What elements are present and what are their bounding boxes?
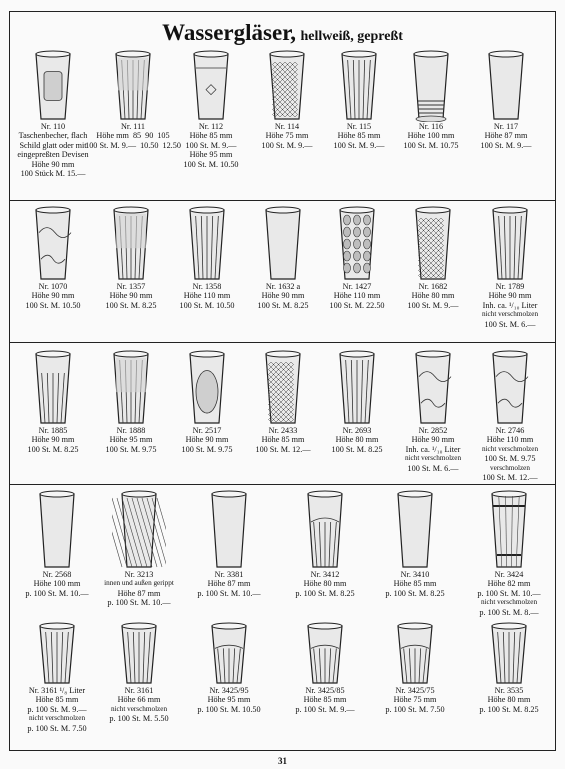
item-detail: nicht verschmolzen (481, 444, 539, 453)
item-number: Nr. 116 (418, 122, 444, 131)
item-caption (14, 282, 92, 310)
glass-illustration (186, 622, 272, 686)
glass-illustration (186, 490, 272, 570)
item-detail: 100 St. M. 22.50 (329, 300, 385, 310)
item-detail: p. 100 St. M. 8.— (479, 607, 539, 617)
item-caption (14, 686, 100, 733)
glass-item (466, 622, 552, 714)
item-caption (372, 570, 458, 598)
item-caption (186, 686, 272, 714)
row-divider (10, 484, 555, 485)
glass-illustration (244, 206, 322, 282)
glass-item (186, 490, 272, 598)
glass-illustration (248, 50, 326, 122)
item-number: Nr. 2693 (342, 426, 372, 435)
item-detail: Höhe 87 mm (207, 579, 251, 589)
glass-item (282, 622, 368, 714)
item-detail: p. 100 St. M. 8.25 (295, 588, 355, 598)
item-detail: p. 100 St. M. 7.50 (385, 704, 445, 714)
height-value: 105 (157, 131, 170, 141)
glass-item (372, 622, 458, 714)
item-detail: 100 St. M. 9.— (480, 140, 532, 150)
item-detail: Höhe 95 mm (207, 695, 251, 705)
price-value: 12.50 (162, 140, 181, 150)
item-detail: p. 100 St. M. 10.— (197, 588, 261, 598)
item-detail: Höhe 110 mm (333, 291, 381, 301)
item-caption (244, 426, 322, 454)
item-detail: Höhe 80 mm (487, 695, 531, 705)
item-caption (172, 122, 250, 169)
glass-item (282, 490, 368, 598)
glass-item (466, 490, 552, 617)
page-number: 31 (278, 756, 287, 766)
item-number: Nr. 3213 (124, 570, 154, 579)
item-caption (96, 570, 182, 608)
item-number: Nr. 1682 (418, 282, 448, 291)
glass-illustration (470, 206, 550, 282)
item-caption (186, 570, 272, 598)
glass-item (244, 206, 322, 310)
glass-illustration (92, 206, 170, 282)
item-number: Nr. 2852 (418, 426, 448, 435)
item-detail: Höhe 80 mm (411, 291, 455, 301)
item-caption (282, 570, 368, 598)
glass-illustration (282, 490, 368, 570)
item-detail: nicht verschmolzen (28, 714, 86, 723)
item-number: Nr. 1632 a (265, 282, 301, 291)
item-caption (394, 426, 472, 473)
glass-illustration (392, 50, 470, 122)
item-detail: 100 St. M. 8.25 (105, 300, 157, 310)
item-detail: Höhe 85 mm (261, 435, 305, 445)
glass-item (470, 350, 550, 482)
item-caption (392, 122, 470, 150)
glass-illustration (168, 206, 246, 282)
item-detail: Höhe 90 mm (109, 291, 153, 301)
glass-item (96, 490, 182, 608)
glass-illustration (168, 350, 246, 426)
page-title (0, 20, 565, 46)
glass-illustration (14, 622, 100, 686)
glass-illustration (372, 490, 458, 570)
item-caption (168, 426, 246, 454)
glass-item (320, 50, 398, 150)
price-row (85, 140, 181, 150)
item-detail: p. 100 St. M. 8.25 (385, 588, 445, 598)
item-detail: 100 St. M. 9.— (185, 140, 237, 150)
glass-item (394, 206, 472, 310)
item-detail: Höhe 100 mm (407, 131, 455, 141)
height-row (94, 131, 172, 140)
item-detail: Höhe 90 mm (261, 291, 305, 301)
glass-item (318, 350, 396, 454)
item-number: Nr. 112 (198, 122, 224, 131)
glass-illustration (394, 206, 472, 282)
title-subtitle: hellweiß, gepreßt (300, 29, 403, 44)
glass-item (168, 206, 246, 310)
item-detail: Höhe 80 mm (335, 435, 379, 445)
item-detail: nicht verschmolzen (481, 310, 539, 319)
item-number: Nr. 1885 (38, 426, 68, 435)
item-caption (85, 122, 181, 150)
item-number: Nr. 3424 (494, 570, 524, 579)
item-detail: Höhe 75 mm (265, 131, 309, 141)
item-detail: p. 100 St. M. 10.— (477, 588, 541, 598)
item-detail: Höhe 100 mm (33, 579, 81, 589)
item-detail: Höhe 90 mm (31, 435, 75, 445)
item-caption (466, 570, 552, 617)
item-detail: 100 St. M. 9.75 (484, 454, 536, 464)
item-number: Nr. 3425/75 (395, 686, 435, 695)
item-caption (470, 426, 550, 482)
item-caption (14, 122, 92, 178)
item-number: Nr. 1789 (495, 282, 525, 291)
height-value: 85 (132, 131, 142, 141)
item-number: Nr. 1070 (38, 282, 68, 291)
item-caption (466, 122, 546, 150)
item-number: Nr. 2517 (192, 426, 222, 435)
glass-item (172, 50, 250, 169)
item-detail: Inh. ca. ¹/₁₀ Liter (405, 444, 461, 454)
item-caption (14, 426, 92, 454)
glass-item (318, 206, 396, 310)
glass-illustration (466, 490, 552, 570)
item-number: Nr. 1888 (116, 426, 146, 435)
item-detail: p. 100 St. M. 10.— (107, 598, 171, 608)
item-caption (14, 570, 100, 598)
glass-item (470, 206, 550, 329)
glass-illustration (466, 622, 552, 686)
glass-illustration (318, 350, 396, 426)
item-number: Nr. 1358 (192, 282, 222, 291)
item-number: Nr. 110 (40, 122, 66, 131)
item-caption (96, 686, 182, 724)
item-caption (92, 426, 170, 454)
item-detail: p. 100 St. M. 7.50 (27, 723, 87, 733)
glass-item (96, 622, 182, 724)
item-caption (372, 686, 458, 714)
glass-item (168, 350, 246, 454)
item-detail: innen und außen gerippt (104, 579, 174, 588)
price-value: 100 St. M. 9.— (85, 140, 137, 150)
item-detail: 100 St. M. 10.75 (403, 140, 459, 150)
glass-item (14, 206, 92, 310)
item-detail: 100 St. M. 8.25 (257, 300, 309, 310)
glass-illustration (172, 50, 250, 122)
glass-illustration (96, 490, 182, 570)
glass-item (466, 50, 546, 150)
item-detail: Höhe 85 mm (35, 695, 79, 705)
item-detail: 100 St. M. 6.— (484, 319, 536, 329)
item-detail: nicht verschmolzen (110, 704, 168, 713)
glass-illustration (94, 50, 172, 122)
item-detail: 100 St. M. 9.— (261, 140, 313, 150)
glass-item (14, 350, 92, 454)
row-divider (10, 200, 555, 201)
item-detail: 100 St. M. 6.— (407, 463, 459, 473)
item-number: Nr. 117 (493, 122, 519, 131)
item-detail: Höhe 110 mm (183, 291, 231, 301)
glass-item (248, 50, 326, 150)
glass-item (14, 622, 100, 733)
item-detail: Höhe 95 mm (109, 435, 153, 445)
item-caption (466, 686, 552, 714)
item-detail: Höhe 85 mm (303, 695, 347, 705)
item-detail: Höhe 85 mm (393, 579, 437, 589)
glass-illustration (466, 50, 546, 122)
height-value: 90 (145, 131, 154, 141)
item-number: Nr. 3412 (310, 570, 340, 579)
item-detail: Taschenbecher, flach (18, 131, 88, 141)
item-detail: Schild glatt oder mit (19, 140, 87, 150)
glass-item (14, 50, 92, 178)
item-number: Nr. 3410 (400, 570, 430, 579)
item-number: Nr. 3425/85 (305, 686, 345, 695)
glass-illustration (394, 350, 472, 426)
glass-item (14, 490, 100, 598)
item-detail: Höhe 90 mm (488, 291, 532, 301)
glass-illustration (282, 622, 368, 686)
item-number: Nr. 3381 (214, 570, 244, 579)
item-number: Nr. 3161 (124, 686, 154, 695)
item-detail: 100 St. M. 12.— (255, 444, 311, 454)
item-detail: p. 100 St. M. 9.— (295, 704, 355, 714)
item-number: Nr. 111 (121, 122, 145, 131)
item-detail: Höhe 75 mm (393, 695, 437, 705)
glass-illustration (470, 350, 550, 426)
item-detail: Höhe 90 mm (31, 291, 75, 301)
item-number: Nr. 2746 (495, 426, 525, 435)
item-detail: 100 St. M. 10.50 (25, 300, 81, 310)
price-value: 10.50 (140, 140, 159, 150)
item-detail: Höhe 110 mm (486, 435, 534, 445)
item-detail: Höhe 85 mm (189, 131, 233, 141)
item-detail: Höhe 95 mm (189, 150, 233, 160)
item-detail: 100 St. M. 9.75 (105, 444, 157, 454)
item-detail: Höhe 87 mm (117, 588, 161, 598)
item-caption (318, 282, 396, 310)
item-number: Nr. 1357 (116, 282, 146, 291)
item-detail: nicht verschmolzen (480, 598, 538, 607)
item-detail: Höhe 66 mm (117, 695, 161, 705)
item-detail: eingepreßten Devisen (17, 150, 89, 160)
item-detail: p. 100 St. M. 8.25 (479, 704, 539, 714)
glass-item (85, 50, 181, 150)
item-detail: 100 St. M. 12.— (482, 473, 538, 483)
item-number: Nr. 3425/95 (209, 686, 249, 695)
item-caption (92, 282, 170, 310)
item-number: Nr. 1427 (342, 282, 372, 291)
item-detail: p. 100 St. M. 10.— (25, 588, 89, 598)
item-number: Nr. 3535 (494, 686, 524, 695)
item-number: Nr. 2433 (268, 426, 298, 435)
item-detail: 100 St. M. 8.25 (331, 444, 383, 454)
item-detail: 100 St. M. 9.— (407, 300, 459, 310)
item-detail: nicht verschmolzen (404, 454, 462, 463)
item-detail: p. 100 St. M. 9.— (27, 704, 87, 714)
glass-illustration (372, 622, 458, 686)
glass-item (92, 350, 170, 454)
item-detail: 100 St. M. 8.25 (27, 444, 79, 454)
row-divider (10, 342, 555, 343)
glass-illustration (96, 622, 182, 686)
item-caption (244, 282, 322, 310)
glass-item (372, 490, 458, 598)
item-caption (282, 686, 368, 714)
glass-item (392, 50, 470, 150)
item-number: Nr. 115 (346, 122, 372, 131)
glass-illustration (318, 206, 396, 282)
item-detail: Höhe 90 mm (31, 159, 75, 169)
item-caption (318, 426, 396, 454)
item-detail: Höhe 90 mm (185, 435, 229, 445)
item-detail: 100 Stück M. 15.— (20, 169, 86, 179)
glass-illustration (14, 206, 92, 282)
item-caption (168, 282, 246, 310)
title-main: Wassergläser, (162, 20, 297, 45)
glass-illustration (92, 350, 170, 426)
item-number: Nr. 114 (274, 122, 300, 131)
item-detail: p. 100 St. M. 5.50 (109, 714, 169, 724)
item-caption (470, 282, 550, 329)
item-caption (394, 282, 472, 310)
glass-item (244, 350, 322, 454)
glass-item (186, 622, 272, 714)
item-detail: 100 St. M. 9.— (333, 140, 385, 150)
height-value: Höhe mm (96, 131, 129, 141)
glass-illustration (244, 350, 322, 426)
glass-illustration (14, 490, 100, 570)
glass-item (394, 350, 472, 473)
item-detail: Höhe 85 mm (337, 131, 381, 141)
item-caption (320, 122, 398, 150)
item-detail: Höhe 82 mm (487, 579, 531, 589)
item-detail: verschmolzen (490, 463, 530, 472)
item-detail: Höhe 80 mm (303, 579, 347, 589)
item-detail: Inh. ca. ¹/₁₀ Liter (482, 300, 538, 310)
item-detail: 100 St. M. 10.50 (179, 300, 235, 310)
glass-illustration (14, 350, 92, 426)
item-detail: 100 St. M. 9.75 (181, 444, 233, 454)
glass-illustration (320, 50, 398, 122)
item-detail: 100 St. M. 10.50 (183, 159, 239, 169)
item-number: Nr. 2568 (42, 570, 72, 579)
item-detail: Höhe 87 mm (484, 131, 528, 141)
item-caption (248, 122, 326, 150)
glass-illustration (14, 50, 92, 122)
item-detail: p. 100 St. M. 10.50 (197, 704, 261, 714)
glass-item (92, 206, 170, 310)
item-number: Nr. 3161 ¹/₈ Liter (28, 686, 86, 695)
item-detail: Höhe 90 mm (411, 435, 455, 445)
